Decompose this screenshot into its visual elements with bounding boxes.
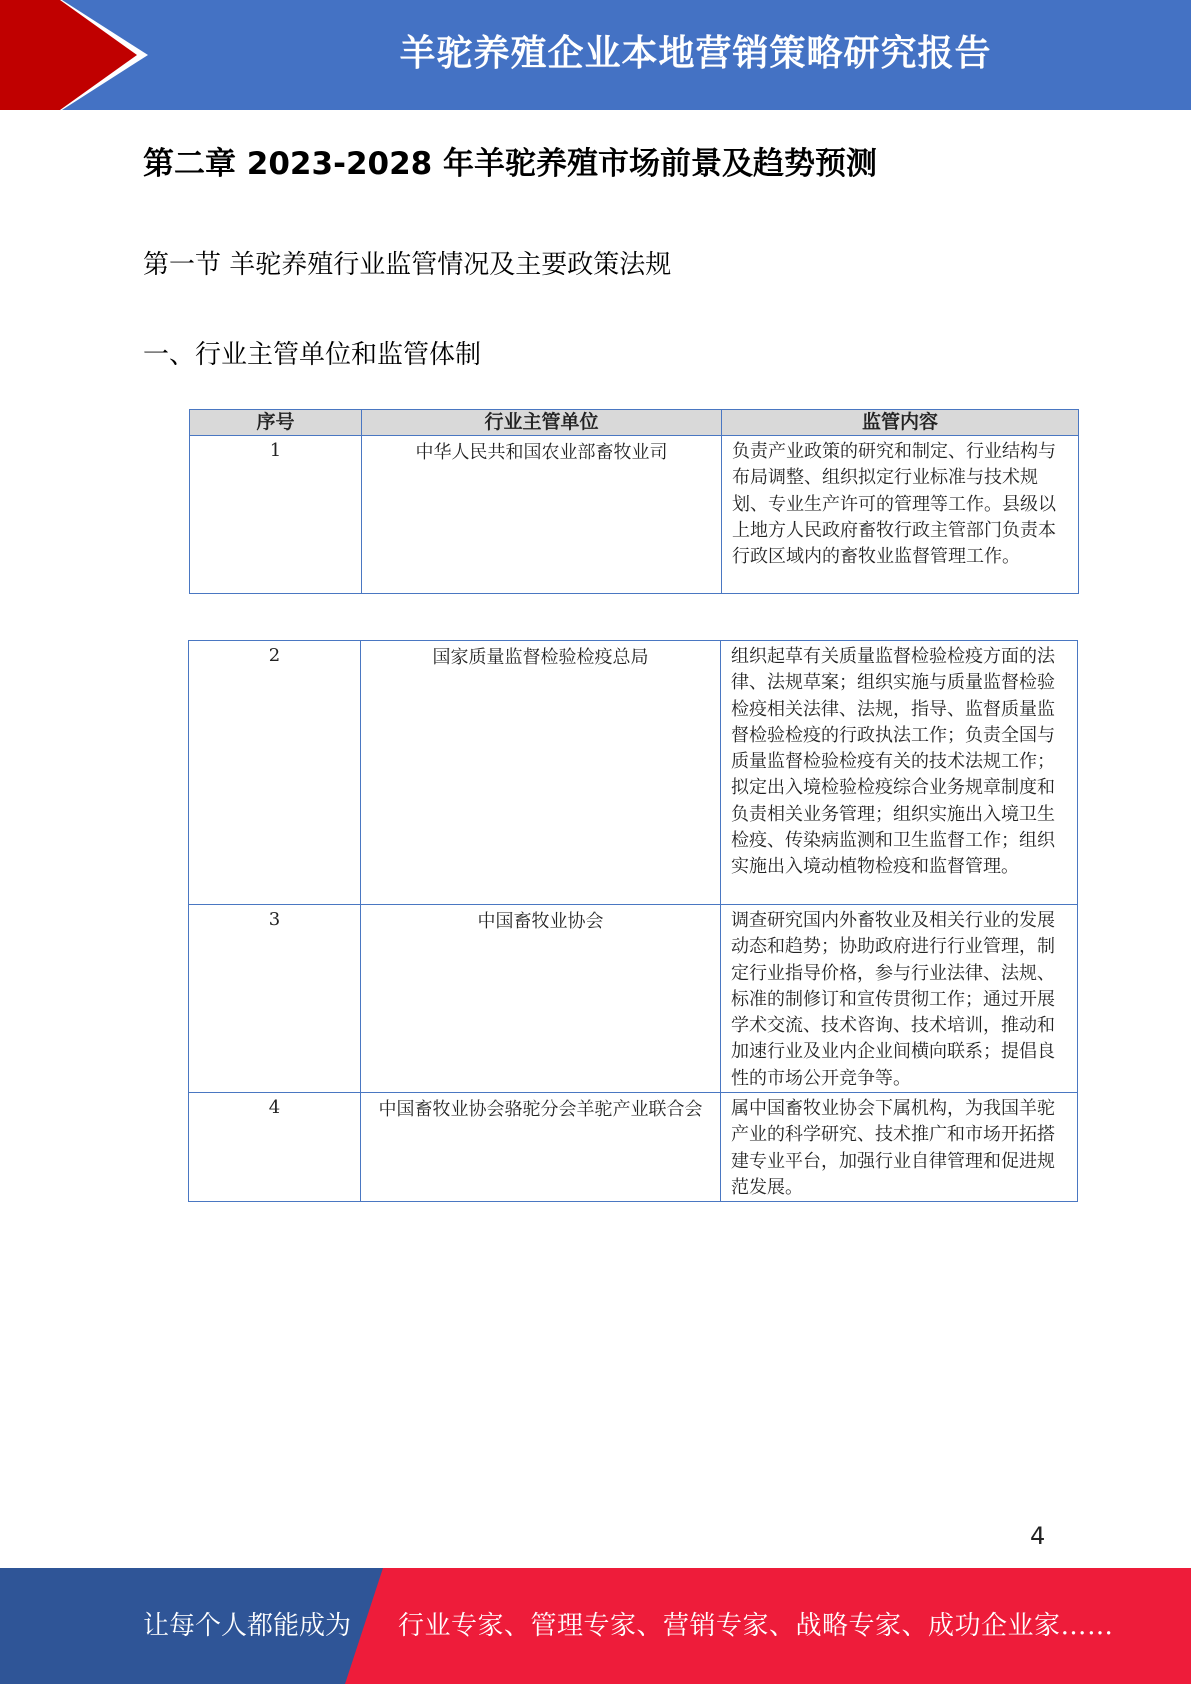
row-content: 负责产业政策的研究和制定、行业结构与布局调整、组织拟定行业标准与技术规划、专业生产许可的管理等工作。县级以上地方人民政府畜牧行政主管部门负责本行政区域内的畜牧业监督管理工作。 (722, 436, 1079, 594)
page-number: 4 (1030, 1522, 1046, 1550)
row-no: 2 (189, 641, 361, 905)
header-arrow-decoration (0, 0, 160, 110)
row-unit: 中华人民共和国农业部畜牧业司 (362, 436, 722, 594)
footer-slogan-left: 让每个人都能成为 (143, 1611, 352, 1641)
header-unit: 行业主管单位 (362, 410, 722, 436)
row-content: 组织起草有关质量监督检验检疫方面的法律、法规草案；组织实施与质量监督检验检疫相关法律、法规，指导、监督质量监督检验检疫的行政执法工作；负责全国与质量监督检验检疫有关的技术法规工作；拟定出入境检验检疫综合业务规章制度和负责相关业务管理；组织实施出入境卫生检疫、传染病监测和卫生监督工作；组织实施出入境动植物检疫和监督管理。 (721, 641, 1078, 905)
row-unit: 中国畜牧业协会骆驼分会羊驼产业联合会 (361, 1093, 721, 1202)
sub-section-title: 一、行业主管单位和监管体制 (143, 340, 482, 370)
table-row (189, 905, 1078, 1093)
row-unit: 中国畜牧业协会 (361, 905, 721, 1093)
header-no: 序号 (190, 410, 362, 436)
page-footer (0, 1568, 1191, 1684)
section-title: 第一节 羊驼养殖行业监管情况及主要政策法规 (143, 250, 672, 280)
row-content: 调查研究国内外畜牧业及相关行业的发展动态和趋势；协助政府进行行业管理，制定行业指导价格，参与行业法律、法规、标准的制修订和宣传贯彻工作；通过开展学术交流、技术咨询、技术培训，推动和加速行业及业内企业间横向联系；提倡良性的市场公开竞争等。 (721, 905, 1078, 1093)
regulator-table-part-1 (189, 409, 1079, 594)
table-row (190, 436, 1079, 594)
table-row (189, 641, 1078, 905)
table-header-row (190, 410, 1079, 436)
chapter-title: 第二章 2023-2028 年羊驼养殖市场前景及趋势预测 (143, 146, 878, 182)
row-no: 4 (189, 1093, 361, 1202)
report-title: 羊驼养殖企业本地营销策略研究报告 (399, 33, 992, 74)
row-no: 3 (189, 905, 361, 1093)
header-content: 监管内容 (722, 410, 1079, 436)
row-content: 属中国畜牧业协会下属机构，为我国羊驼产业的科学研究、技术推广和市场开拓搭建专业平台，加强行业自律管理和促进规范发展。 (721, 1093, 1078, 1202)
row-no: 1 (190, 436, 362, 594)
regulator-table-part-2 (188, 640, 1078, 1202)
table-row (189, 1093, 1078, 1202)
footer-slogan-right: 行业专家、管理专家、营销专家、战略专家、成功企业家…… (398, 1611, 1114, 1641)
report-header (0, 0, 1191, 110)
row-unit: 国家质量监督检验检疫总局 (361, 641, 721, 905)
